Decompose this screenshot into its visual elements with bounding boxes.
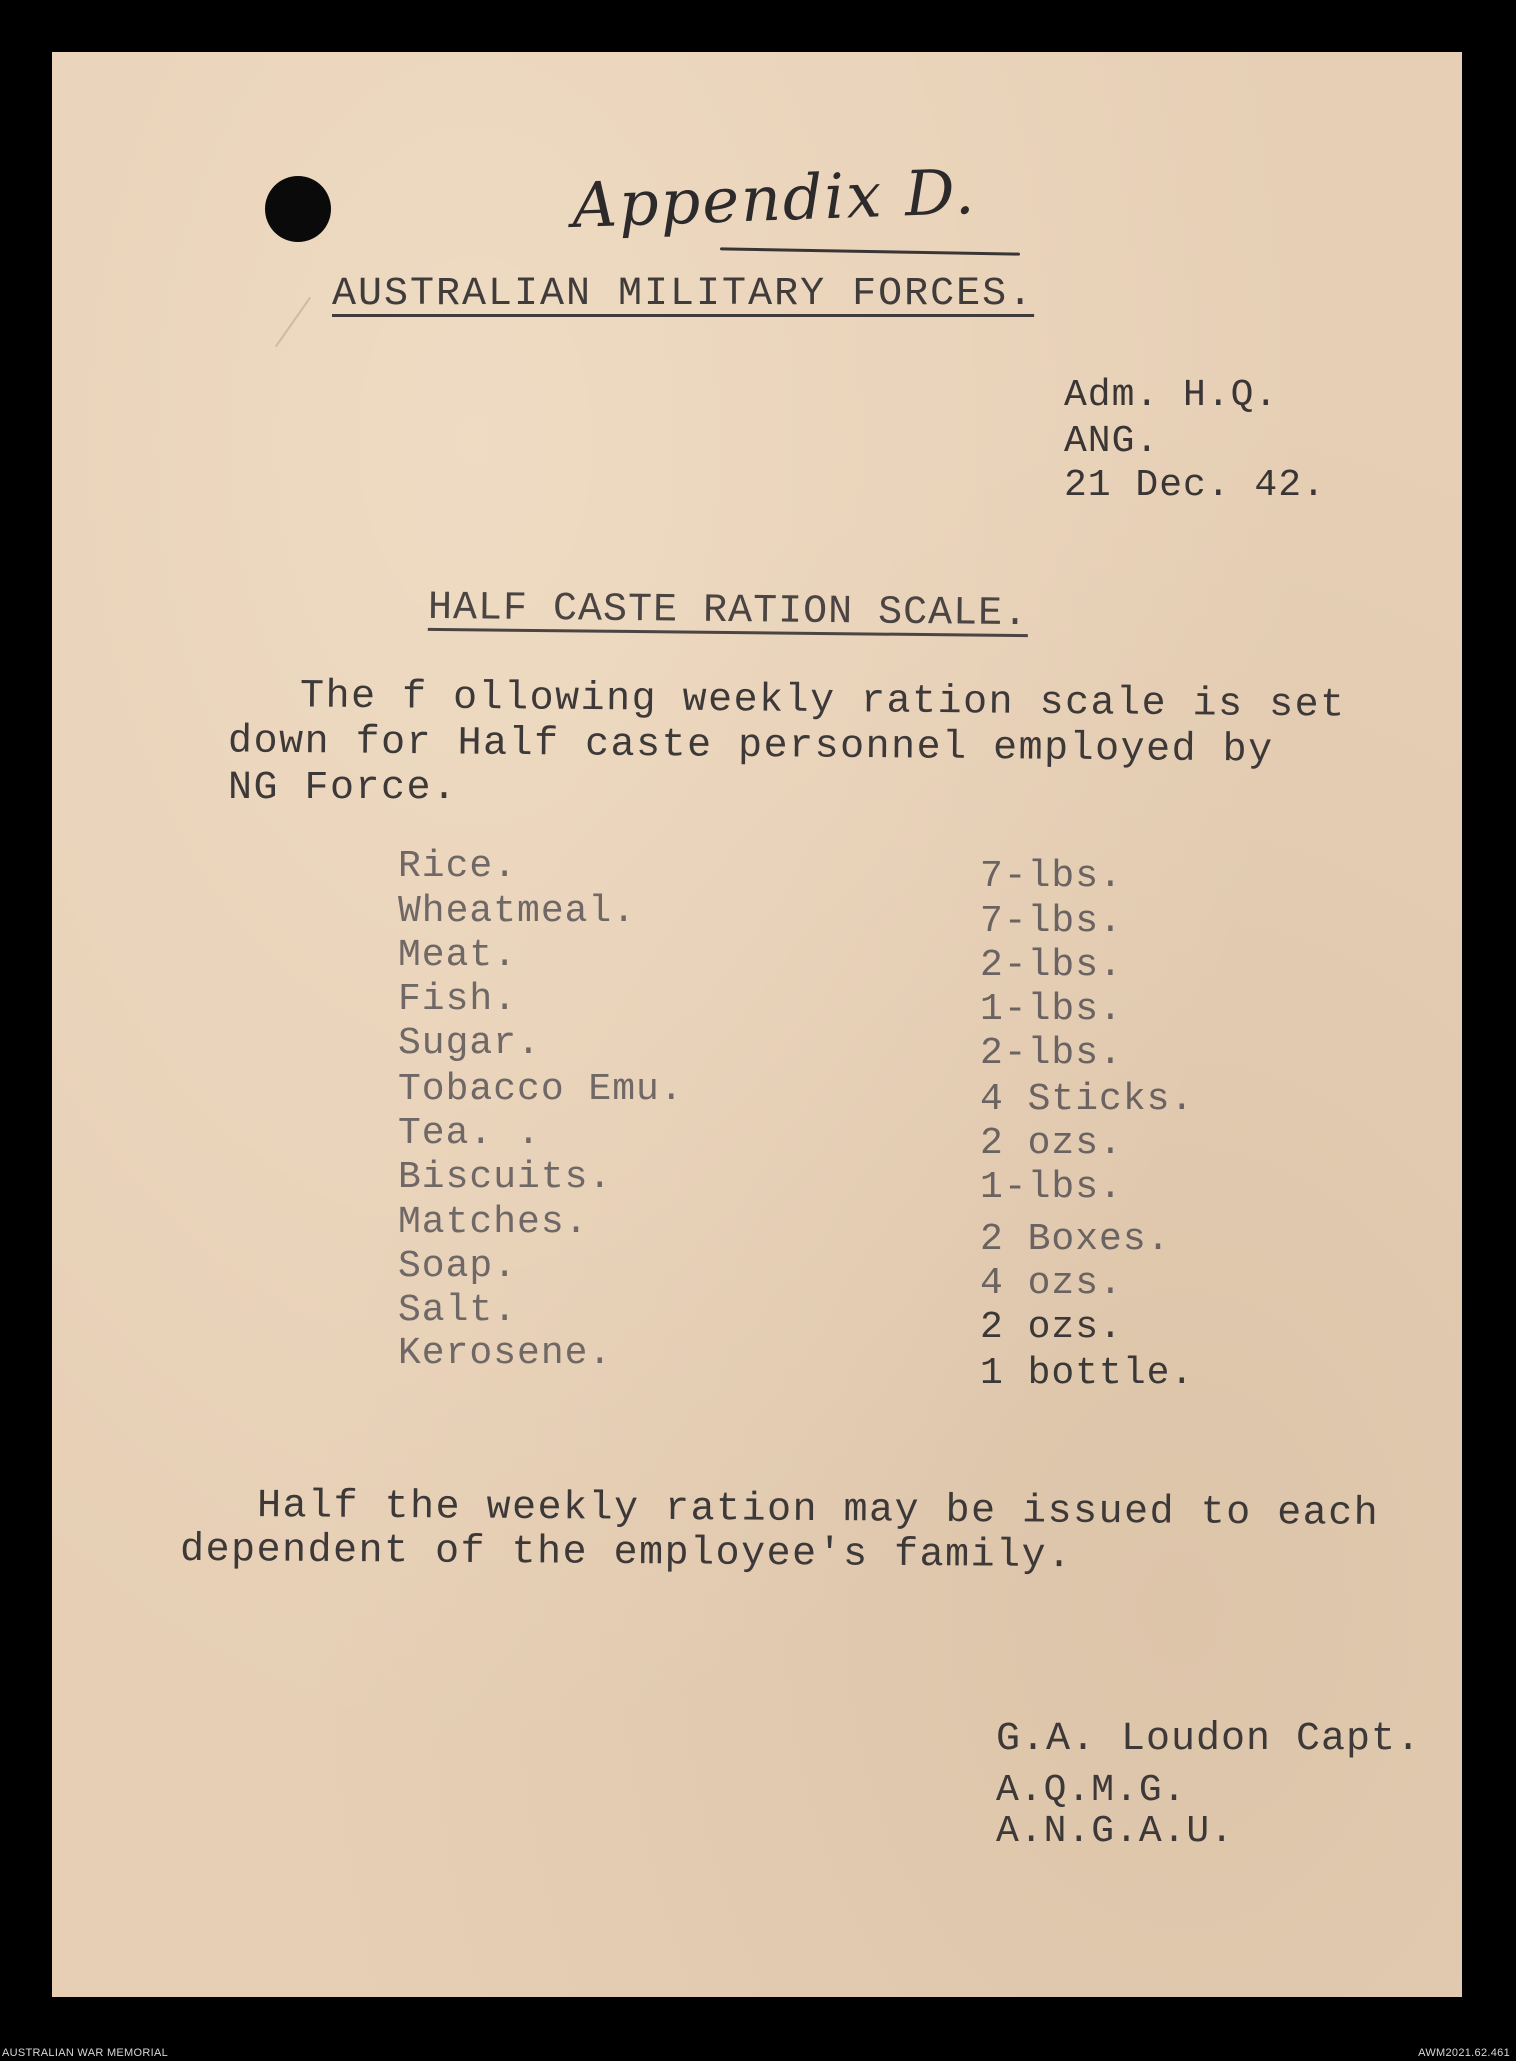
closing-line: Half the weekly ration may be issued to each <box>256 1484 1380 1537</box>
ration-qty: 4 Sticks. <box>980 1078 1195 1121</box>
ration-qty: 1-lbs. <box>980 1166 1123 1209</box>
signature-name: G.A. Loudon Capt. <box>996 1717 1422 1762</box>
ration-item: Fish. <box>398 978 518 1021</box>
ration-item: Wheatmeal. <box>398 890 637 933</box>
ration-qty: 1-lbs. <box>980 988 1123 1031</box>
punch-hole <box>265 176 331 242</box>
ration-item: Salt. <box>398 1289 518 1332</box>
ration-qty: 7-lbs. <box>980 855 1123 898</box>
address-line: ANG. <box>1064 420 1160 463</box>
handwritten-appendix-note: Appendix D. <box>570 154 978 243</box>
ration-item: Matches. <box>398 1201 589 1244</box>
ration-qty: 1 bottle. <box>980 1352 1195 1395</box>
ration-item: Rice. <box>398 845 518 888</box>
ration-item: Kerosene. <box>398 1332 613 1375</box>
address-date: 21 Dec. 42. <box>1064 464 1326 507</box>
ration-qty: 4 ozs. <box>980 1262 1123 1305</box>
ration-qty: 2 Boxes. <box>980 1218 1171 1261</box>
ration-item: Tobacco Emu. <box>398 1068 684 1111</box>
ration-item: Meat. <box>398 934 518 977</box>
intro-line: NG Force. <box>228 766 458 811</box>
ration-qty: 2-lbs. <box>980 1032 1123 1075</box>
paper-crease <box>275 297 311 347</box>
ration-scale-title: HALF CASTE RATION SCALE. <box>427 585 1029 638</box>
intro-line: The f ollowing weekly ration scale is set <box>299 674 1346 729</box>
ration-qty: 2 ozs. <box>980 1306 1123 1349</box>
ration-item: Sugar. <box>398 1022 541 1065</box>
ration-item: Soap. <box>398 1245 518 1288</box>
ration-qty: 2 ozs. <box>980 1122 1123 1165</box>
handwritten-underline <box>720 247 1020 255</box>
document-sheet <box>52 52 1462 1997</box>
ration-item: Tea. . <box>398 1112 541 1155</box>
signature-title: A.Q.M.G. <box>996 1769 1187 1812</box>
footer-source-label: AUSTRALIAN WAR MEMORIAL <box>2 2047 169 2059</box>
intro-line: down for Half caste personnel employed by <box>227 719 1274 774</box>
footer-accession-number: AWM2021.62.461 <box>1418 2047 1510 2059</box>
ration-item: Biscuits. <box>398 1156 613 1199</box>
ration-qty: 7-lbs. <box>980 900 1123 943</box>
ration-qty: 2-lbs. <box>980 944 1123 987</box>
document-heading: AUSTRALIAN MILITARY FORCES. <box>332 272 1035 317</box>
signature-unit: A.N.G.A.U. <box>996 1810 1235 1853</box>
closing-line: dependent of the employee's family. <box>179 1527 1073 1580</box>
address-line: Adm. H.Q. <box>1064 374 1279 417</box>
